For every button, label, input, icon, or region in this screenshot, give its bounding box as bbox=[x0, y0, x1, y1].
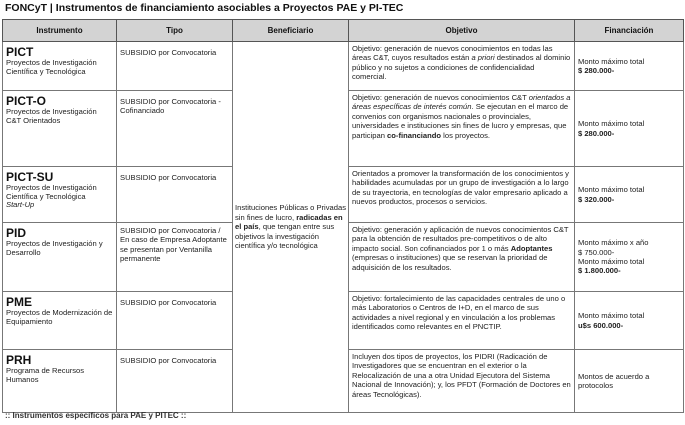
instruments-table bbox=[2, 19, 684, 413]
objetivo-text: Objetivo: generación de nuevos conocimientos C&T bbox=[352, 93, 529, 102]
monto-value: $ 320.000- bbox=[578, 194, 615, 204]
financiacion-cell bbox=[575, 91, 684, 167]
instrument-cell bbox=[3, 167, 117, 223]
tipo-cell: SUBSIDIO por Convocatoria bbox=[117, 167, 233, 223]
objetivo-bold: co-financiando bbox=[387, 130, 442, 140]
objetivo-cell: Objetivo: fortalecimiento de las capacidades centrales de uno o más Laboratorios o Centros de I+D, en el marco de sus actividades a nivel regional y en vinculación a los problemas identificados como relevantes en el PNCTIP. bbox=[349, 292, 575, 350]
objetivo-text: Objetivo: generación y aplicación de nuevos conocimientos C&T para la obtención de resultados pre-competitivos o de alto impacto social. Son cofinanciados por 1 o más bbox=[352, 225, 569, 253]
objetivo-cell bbox=[349, 223, 575, 292]
header-instrumento: Instrumento bbox=[3, 20, 117, 42]
instrument-cell bbox=[3, 350, 117, 413]
tipo-cell: SUBSIDIO por Convocatoria bbox=[117, 42, 233, 91]
financiacion-cell bbox=[575, 292, 684, 350]
page-title: FONCyT | Instrumentos de financiamiento asociables a Proyectos PAE y PI-TEC bbox=[5, 2, 404, 14]
financiacion-cell: Montos de acuerdo a protocolos bbox=[575, 350, 684, 413]
header-financiacion: Financiación bbox=[575, 20, 684, 42]
objetivo-italic: orientados a áreas específicas de interés común bbox=[352, 93, 571, 112]
instrument-name: Programa de Recursos Humanos bbox=[6, 366, 85, 384]
instrument-cell bbox=[3, 223, 117, 292]
monto-value: $ 280.000- bbox=[578, 128, 615, 138]
monto-value: $ 750.000- bbox=[578, 247, 615, 257]
instrument-code: PICT bbox=[6, 45, 34, 59]
monto-label: Monto máximo total bbox=[578, 185, 645, 195]
monto-value: u$s 600.000- bbox=[578, 320, 624, 330]
objetivo-text: Objetivo: generación de nuevos conocimientos en todas las áreas C&T, cuyos resultados están bbox=[352, 44, 553, 63]
instrument-code: PID bbox=[6, 226, 27, 240]
objetivo-italic: a priori bbox=[471, 53, 495, 63]
objetivo-cell bbox=[349, 42, 575, 91]
instrument-code: PME bbox=[6, 295, 33, 309]
header-tipo: Tipo bbox=[117, 20, 233, 42]
instrument-name: Proyectos de Investigación Científica y Tecnológica bbox=[6, 58, 97, 76]
instrument-name: Proyectos de Modernización de Equipamiento bbox=[6, 308, 113, 326]
tipo-cell: SUBSIDIO por Convocatoria - Cofinanciado bbox=[117, 91, 233, 167]
footer-link[interactable]: :: Instrumentos específicos para PAE y PITEC :: bbox=[5, 411, 187, 420]
header-beneficiario: Beneficiario bbox=[233, 20, 349, 42]
table-header-row bbox=[3, 20, 684, 42]
monto-total-label: Monto máximo total bbox=[578, 257, 645, 266]
objetivo-cell bbox=[349, 91, 575, 167]
monto-label: Monto máximo total bbox=[578, 311, 645, 321]
instrument-cell bbox=[3, 292, 117, 350]
instrument-name: Proyectos de Investigación y Desarrollo bbox=[6, 239, 103, 257]
instrument-code: PICT-SU bbox=[6, 170, 54, 184]
instrument-code: PRH bbox=[6, 353, 32, 367]
monto-label: Monto máximo total bbox=[578, 119, 645, 129]
header-objetivo: Objetivo bbox=[349, 20, 575, 42]
instrument-cell bbox=[3, 42, 117, 91]
monto-total-value: $ 1.800.000- bbox=[578, 266, 621, 276]
monto-value: $ 280.000- bbox=[578, 66, 615, 75]
tipo-cell: SUBSIDIO por Convocatoria bbox=[117, 350, 233, 413]
objetivo-text-end: (empresas o instituciones) que se reservan la prioridad de adquisición de los resultados. bbox=[352, 253, 548, 272]
instrument-name-italic: Start-Up bbox=[6, 200, 35, 210]
beneficiario-cell bbox=[233, 42, 349, 413]
table-row bbox=[3, 42, 684, 91]
objetivo-text-mid: . Se ejecutan en el marco de convenios con organismos nacionales o provinciales, universidades e instituciones sin fines de lucro y empresas, que participan bbox=[352, 102, 569, 140]
instrument-code: PICT-O bbox=[6, 94, 47, 108]
financiacion-cell bbox=[575, 42, 684, 91]
objetivo-cell: Incluyen dos tipos de proyectos, los PIDRI (Radicación de Investigadores que se encuentran en el exterior o la Relocalización de una a otra Unidad Ejecutora del Sistema Nacional de Innovación); y, los PFDT (Formación de Doctores en áreas Tecnológicas). bbox=[349, 350, 575, 413]
beneficiario-bold: radicadas en el país bbox=[235, 212, 343, 232]
tipo-cell: SUBSIDIO por Convocatoria / En caso de Empresa Adoptante se presentan por Ventanilla permanente bbox=[117, 223, 233, 292]
financiacion-cell bbox=[575, 167, 684, 223]
financiacion-cell bbox=[575, 223, 684, 292]
monto-label: Monto máximo total bbox=[578, 56, 645, 66]
beneficiario-text-end: , que tengan entre sus objetivos la investigación científica y/o tecnológica bbox=[235, 222, 335, 251]
instrument-cell bbox=[3, 91, 117, 167]
tipo-cell: SUBSIDIO por Convocatoria bbox=[117, 292, 233, 350]
objetivo-bold: Adoptantes bbox=[510, 243, 553, 253]
instrument-name: Proyectos de Investigación Científica y Tecnológica bbox=[6, 183, 97, 201]
instrument-name: Proyectos de Investigación C&T Orientados bbox=[6, 107, 97, 125]
objetivo-text-end: los proyectos. bbox=[441, 130, 491, 140]
monto-label: Monto máximo x año bbox=[578, 238, 649, 248]
beneficiario-text: Instituciones Públicas o Privadas sin fines de lucro, bbox=[235, 203, 347, 222]
objetivo-cell: Orientados a promover la transformación de los conocimientos y habilidades acumuladas por un grupo de investigación a lo largo de su trayectoria, en tecnologías de valor empresario aplicado a nuevos productos, procesos o servicios. bbox=[349, 167, 575, 223]
objetivo-text-end: destinados al dominio público y no sujetos a condiciones de confidencialidad comercial. bbox=[352, 53, 571, 82]
